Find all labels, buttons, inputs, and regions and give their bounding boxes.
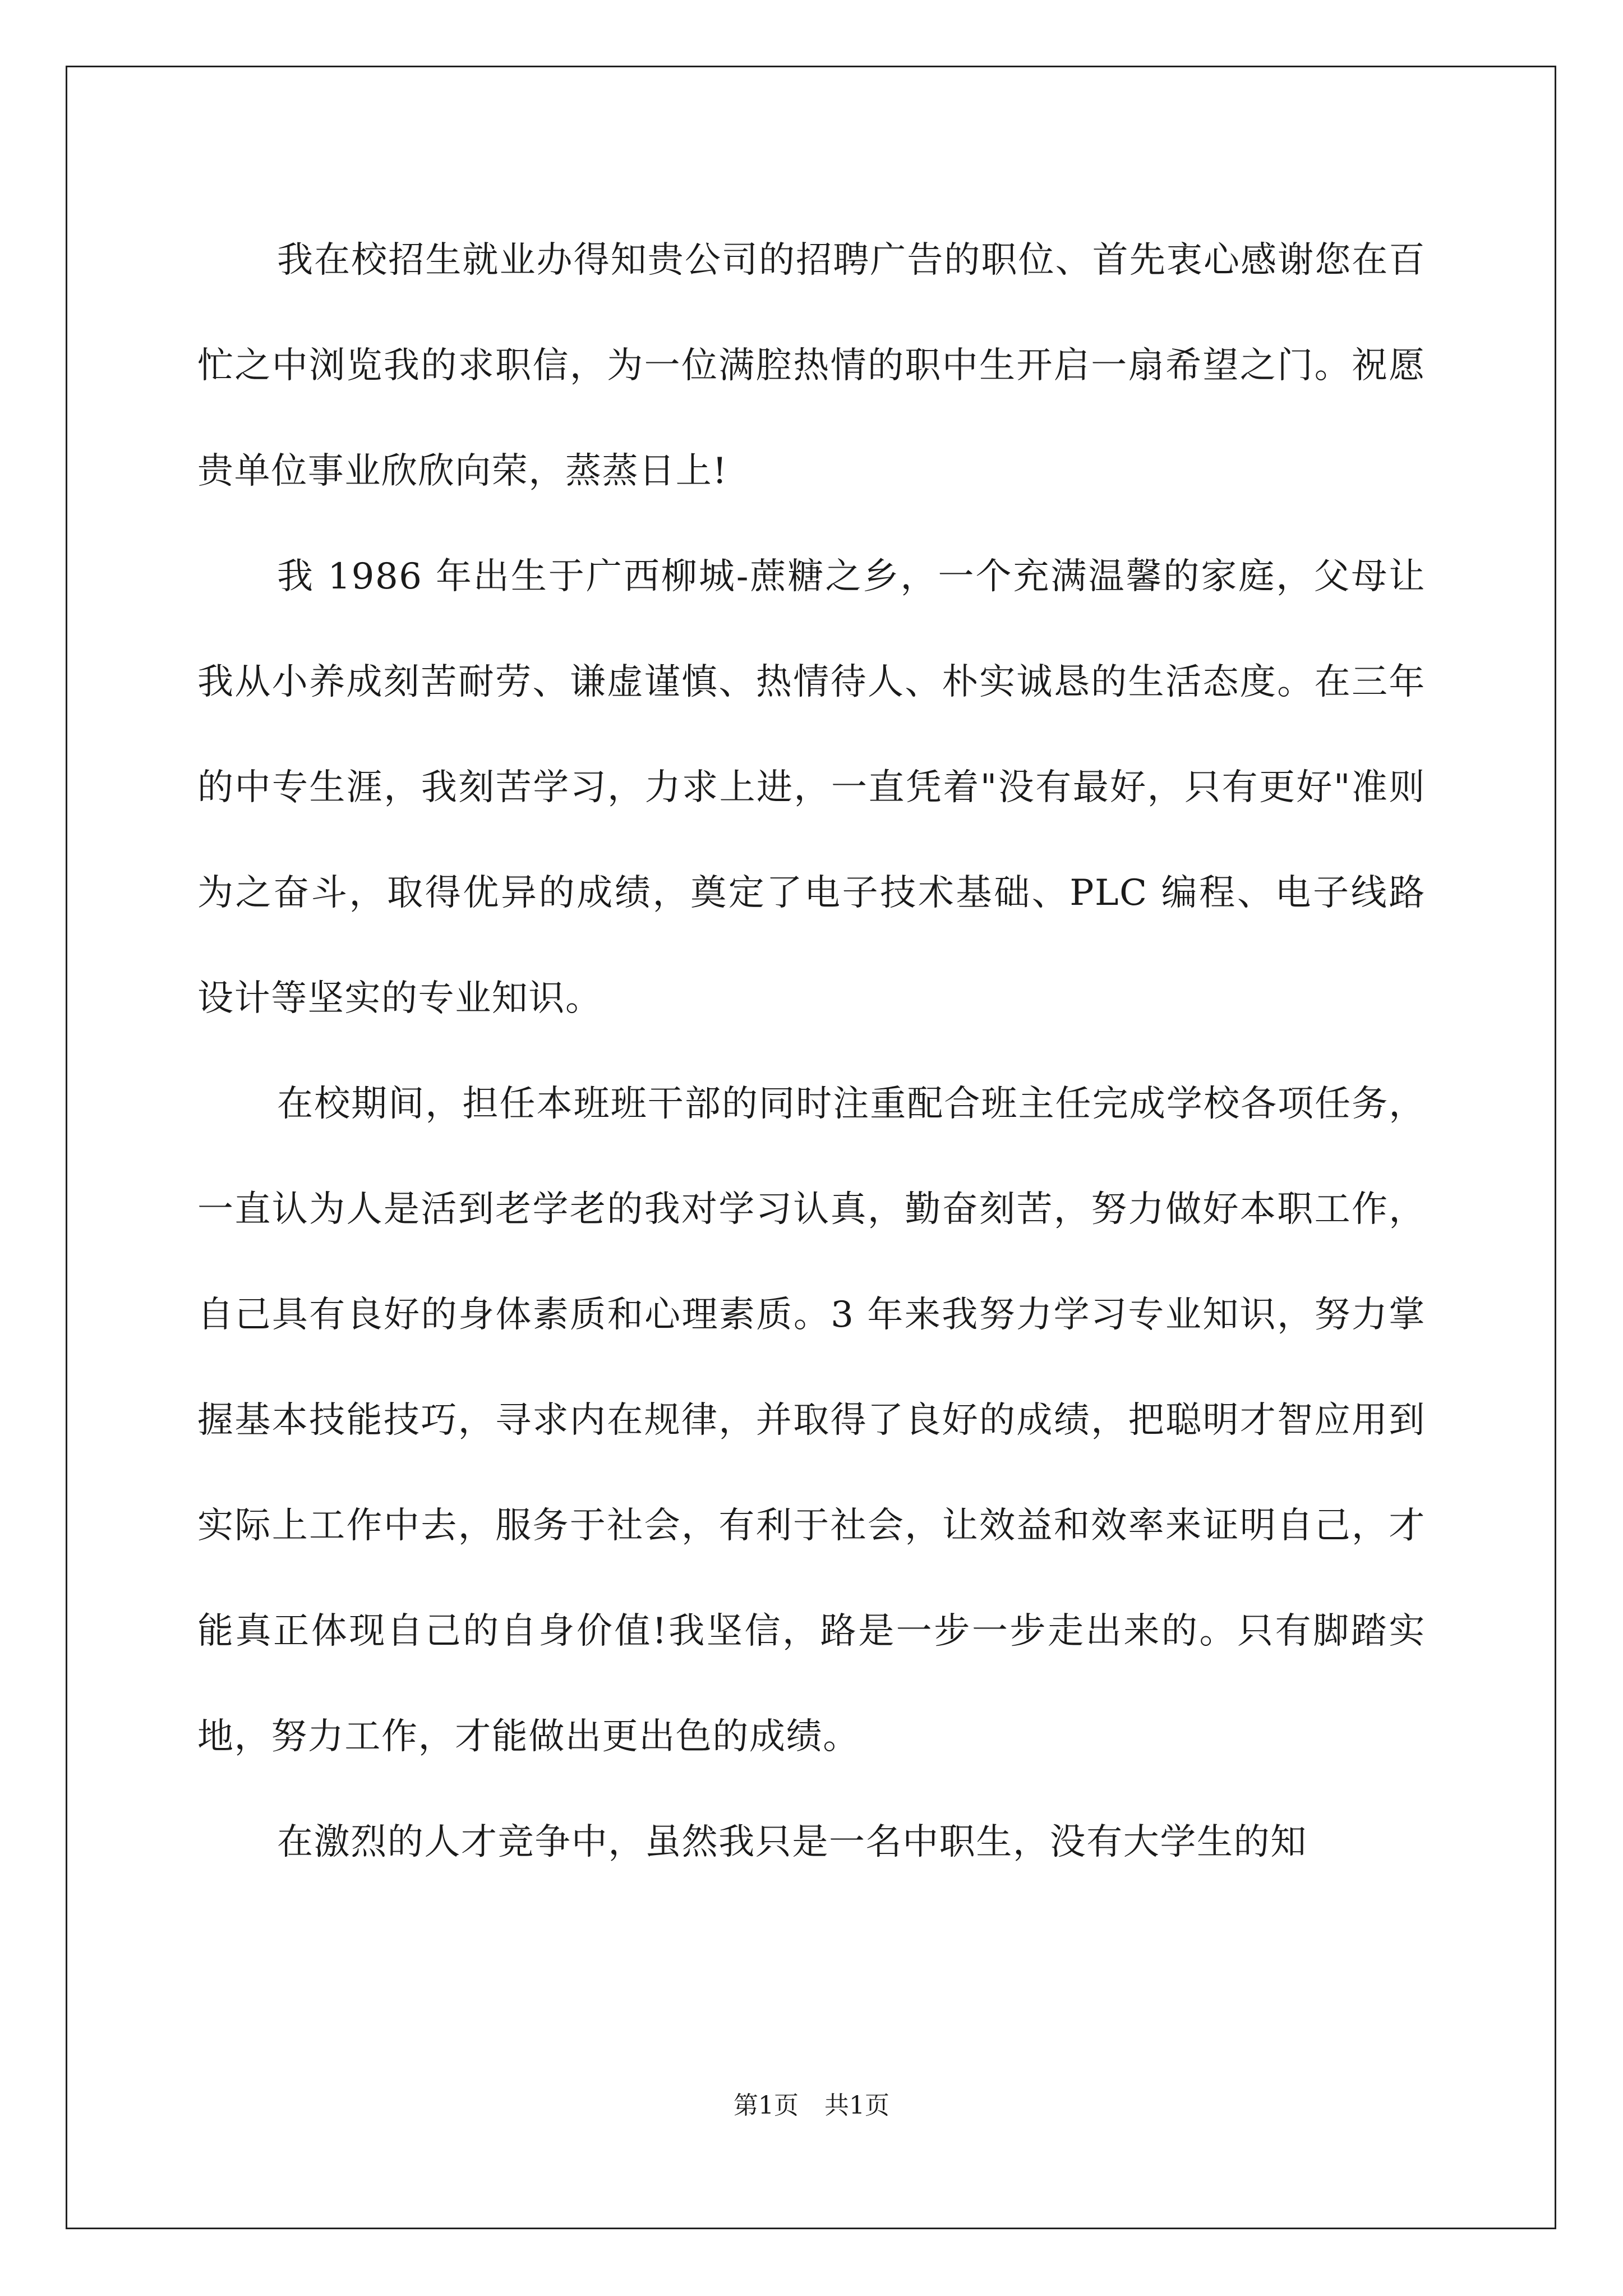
document-body <box>197 208 1426 1895</box>
paragraph-3: 在校期间，担任本班班干部的同时注重配合班主任完成学校各项任务，一直认为人是活到老学老的我对学习认真，勤奋刻苦，努力做好本职工作，自己具有良好的身体素质和心理素质。3 年来我努力学习专业知识，努力掌握基本技能技巧，寻求内在规律，并取得了良好的成绩，把聪明才智应用到实际上工作中去，服务于社会，有利于社会，让效益和效率来证明自己，才能真正体现自己的自身价值!我坚信，路是一步一步走出来的。只有脚踏实地，努力工作，才能做出更出色的成绩。 <box>197 1083 1426 1757</box>
paragraph-4: 在激烈的人才竞争中，虽然我只是一名中职生，没有大学生的知 <box>277 1821 1307 1863</box>
paragraph-2: 我 1986 年出生于广西柳城-蔗糖之乡，一个充满温馨的家庭，父母让我从小养成刻苦耐劳、谦虚谨慎、热情待人、朴实诚恳的生活态度。在三年的中专生涯，我刻苦学习，力求上进，一直凭着"没有最好，只有更好"准则为之奋斗，取得优异的成绩，奠定了电子技术基础、PLC 编程、电子线路设计等坚实的专业知识。 <box>197 556 1426 1019</box>
page-footer <box>0 2089 1623 2123</box>
page-total: 共1页 <box>824 2091 889 2120</box>
page-number: 第1页 <box>734 2091 799 2120</box>
paragraph-1: 我在校招生就业办得知贵公司的招聘广告的职位、首先衷心感谢您在百忙之中浏览我的求职信，为一位满腔热情的职中生开启一扇希望之门。祝愿贵单位事业欣欣向荣，蒸蒸日上! <box>197 240 1426 492</box>
